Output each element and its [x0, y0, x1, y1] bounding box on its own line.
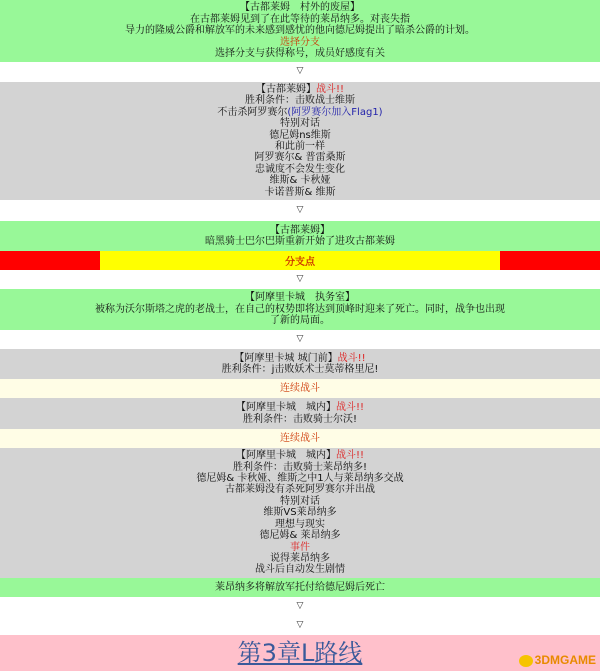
watermark-text: 3DMGAME: [534, 653, 596, 668]
battle-line: 维斯VS莱昂纳多: [263, 507, 337, 519]
victory-condition: 胜利条件：击败骑士尔沃!: [242, 413, 357, 425]
battle-block-castle-2: [0, 448, 600, 578]
battle-line: 特别对话: [280, 495, 320, 507]
battle-line: 理想与现实: [275, 518, 325, 530]
branch-point-label: 分支点: [100, 251, 500, 270]
story-text: 暗黑骑士巴尔巴斯重新开始了进攻古都莱姆: [205, 236, 395, 247]
location-title: 【阿摩里卡城 城门前】: [234, 352, 338, 364]
battle-tag: 战斗!!: [315, 83, 345, 95]
battle-line: 古都莱姆没有杀死阿罗赛尔并出战: [225, 484, 375, 496]
battle-tag: 战斗!!: [335, 450, 365, 462]
story-text: 了新的局面。: [270, 315, 330, 327]
battle-line: 忠诚度不会发生变化: [255, 163, 345, 175]
branch-left-marker: [0, 251, 100, 270]
flow-arrow-icon: ▽: [0, 200, 600, 221]
battle-line: 阿罗赛尔& 普雷桑斯: [254, 152, 346, 164]
battle-tag: 战斗!!: [337, 352, 366, 364]
flow-arrow-icon: ▽: [0, 330, 600, 349]
battle-line: 卡诺普斯& 维斯: [264, 186, 336, 198]
duck-logo-icon: [519, 655, 533, 667]
branch-right-marker: [500, 251, 600, 270]
victory-condition: 胜利条件：击败骑士莱昂纳多!: [232, 461, 367, 473]
battle-line: 维斯& 卡秋娅: [269, 175, 331, 187]
victory-condition: 胜利条件：j击败妖术士莫蒂格里尼!: [221, 364, 379, 375]
flow-arrow-icon: ▽: [0, 616, 600, 635]
story-text: 在古都莱姆见到了在此等待的莱昂纳多。对丧失指: [190, 13, 410, 25]
story-text: 被称为沃尔斯塔之虎的老战士，在自己的权势即将达到顶峰时迎来了死亡。同时，战争也出现: [95, 303, 505, 315]
battle-line: 德尼姆& 卡秋娅、维斯之中1人与莱昂纳多交战: [196, 473, 404, 485]
consecutive-battle-label: 连续战斗: [0, 379, 600, 398]
battle-line: 德尼姆& 莱昂纳多: [259, 530, 341, 542]
story-text: 导力的隆威公爵和解放军的未来感到感忧的他向德尼姆提出了暗杀公爵的计划。: [125, 25, 475, 37]
battle-block-lem: [0, 82, 600, 200]
block-office: [0, 289, 600, 330]
branch-point-bar: [0, 251, 600, 270]
victory-condition: 胜利条件：击败战士维斯: [245, 95, 355, 107]
branch-note: 选择分支与获得称号，成员好感度有关: [215, 48, 385, 60]
battle-line: 说得莱昂纳多: [270, 552, 330, 564]
location-title: 【古都莱姆】: [270, 224, 330, 236]
chapter-footer: [0, 635, 600, 671]
battle-line: 和此前一样: [275, 141, 325, 152]
battle-block-castle-1: [0, 398, 600, 429]
chapter-3-l-route-link[interactable]: 第3章L路线: [237, 639, 363, 667]
location-title: 【阿摩里卡城 城内】: [235, 450, 336, 462]
battle-tag: 战斗!!: [335, 402, 365, 414]
location-title: 【阿摩里卡城 城内】: [235, 402, 336, 414]
block-lem-attack: [0, 221, 600, 251]
watermark-logo: [519, 655, 596, 667]
battle-line: 德尼姆ns维斯: [269, 129, 331, 141]
location-title: 【古都莱姆】: [255, 83, 316, 95]
branch-choice-label: 选择分支: [280, 36, 320, 48]
location-title: 【古都莱姆 村外的废屋】: [240, 2, 360, 14]
location-title: 【阿摩里卡城 执务室】: [245, 292, 355, 304]
battle-line: 特别对话: [280, 118, 320, 130]
join-flag: (阿罗赛尔加入Flag1): [287, 106, 383, 118]
flow-arrow-icon: ▽: [0, 270, 600, 289]
story-text: 莱昂纳多将解放军托付给德尼姆后死亡: [215, 581, 385, 593]
battle-block-gate: [0, 349, 600, 379]
flow-arrow-icon: ▽: [0, 62, 600, 82]
condition-text: 不击杀阿罗赛尔: [217, 106, 288, 118]
block-leonardo-death: [0, 578, 600, 597]
flow-arrow-icon: ▽: [0, 597, 600, 616]
battle-line: 战斗后自动发生剧情: [255, 564, 345, 576]
consecutive-battle-label: 连续战斗: [0, 429, 600, 448]
block-village-ruins: [0, 0, 600, 62]
event-label: 事件: [290, 541, 310, 553]
